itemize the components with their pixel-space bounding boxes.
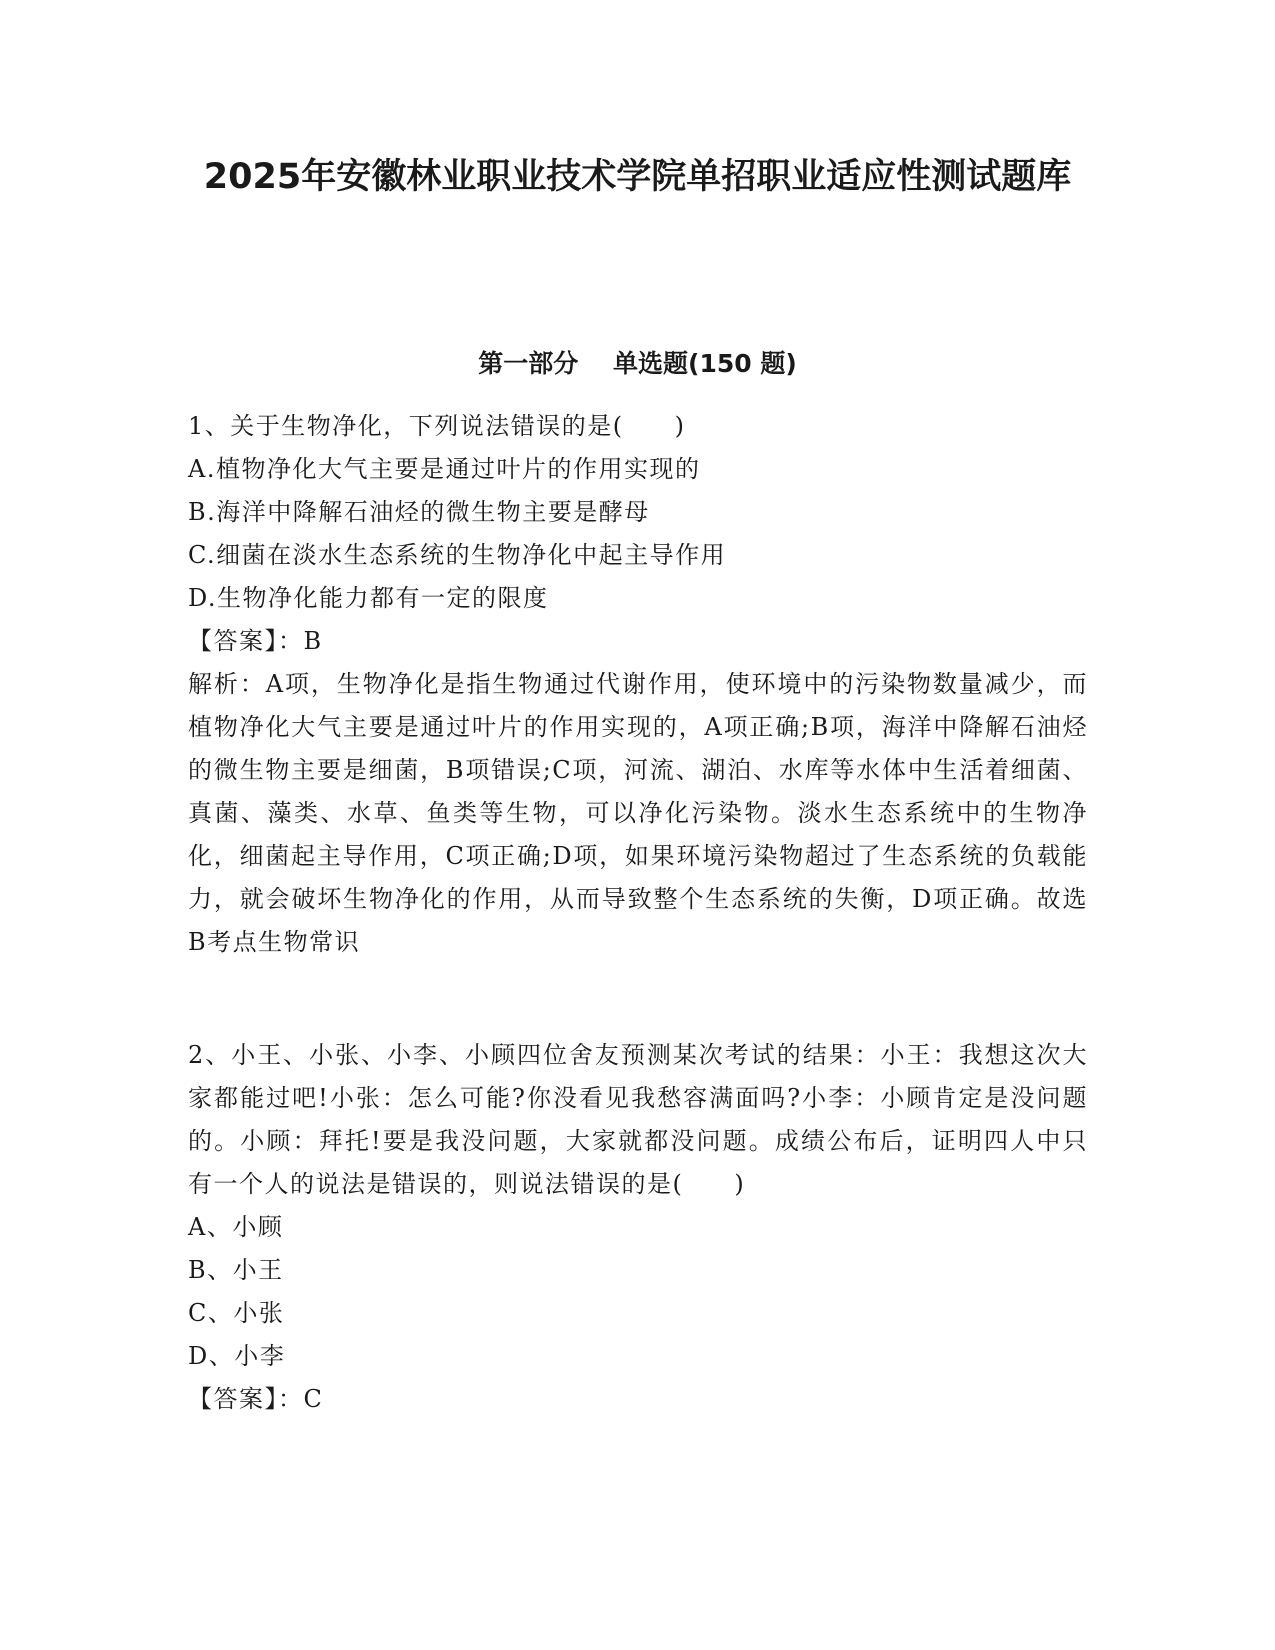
question-stem: 1、关于生物净化，下列说法错误的是( ) bbox=[188, 412, 686, 440]
answer-line: 【答案】：C bbox=[188, 1385, 324, 1413]
answer-line: 【答案】：B bbox=[188, 627, 323, 655]
analysis-text: 解析：A项，生物净化是指生物通过代谢作用，使环境中的污染物数量减少，而植物净化大气主要是通过叶片的作用实现的，A项正确;B项，海洋中降解石油烃的微生物主要是细菌，B项错误;C项，河流、湖泊、水库等水体中生活着细菌、真菌、藻类、水草、鱼类等生物，可以净化污染物。淡水生态系统中的生物净化，细菌起主导作用，C项正确;D项，如果环境污染物超过了生态系统的负载能力，就会破坏生物净化的作用，从而导致整个生态系统的失衡，D项正确。故选B考点生物常识 bbox=[188, 670, 1088, 956]
option-d: D、小李 bbox=[188, 1342, 286, 1370]
section-title: 第一部分 单选题(150 题) bbox=[478, 349, 797, 378]
option-b: B、小王 bbox=[188, 1256, 284, 1284]
option-a: A、小顾 bbox=[188, 1213, 284, 1241]
option-d: D.生物净化能力都有一定的限度 bbox=[188, 584, 549, 612]
option-a: A.植物净化大气主要是通过叶片的作用实现的 bbox=[188, 455, 701, 483]
question-block bbox=[188, 405, 1088, 964]
option-c: C、小张 bbox=[188, 1299, 285, 1327]
option-b: B.海洋中降解石油烃的微生物主要是酵母 bbox=[188, 498, 650, 526]
document-title: 2025年安徽林业职业技术学院单招职业适应性测试题库 bbox=[203, 157, 1072, 197]
question-stem: 2、小王、小张、小李、小顾四位舍友预测某次考试的结果：小王：我想这次大家都能过吧!小张：怎么可能?你没看见我愁容满面吗?小李：小顾肯定是没问题的。小顾：拜托!要是我没问题，大家就都没问题。成绩公布后，证明四人中只有一个人的说法是错误的，则说法错误的是( ) bbox=[188, 1041, 1088, 1198]
question-block bbox=[188, 1034, 1088, 1421]
option-c: C.细菌在淡水生态系统的生物净化中起主导作用 bbox=[188, 541, 727, 569]
